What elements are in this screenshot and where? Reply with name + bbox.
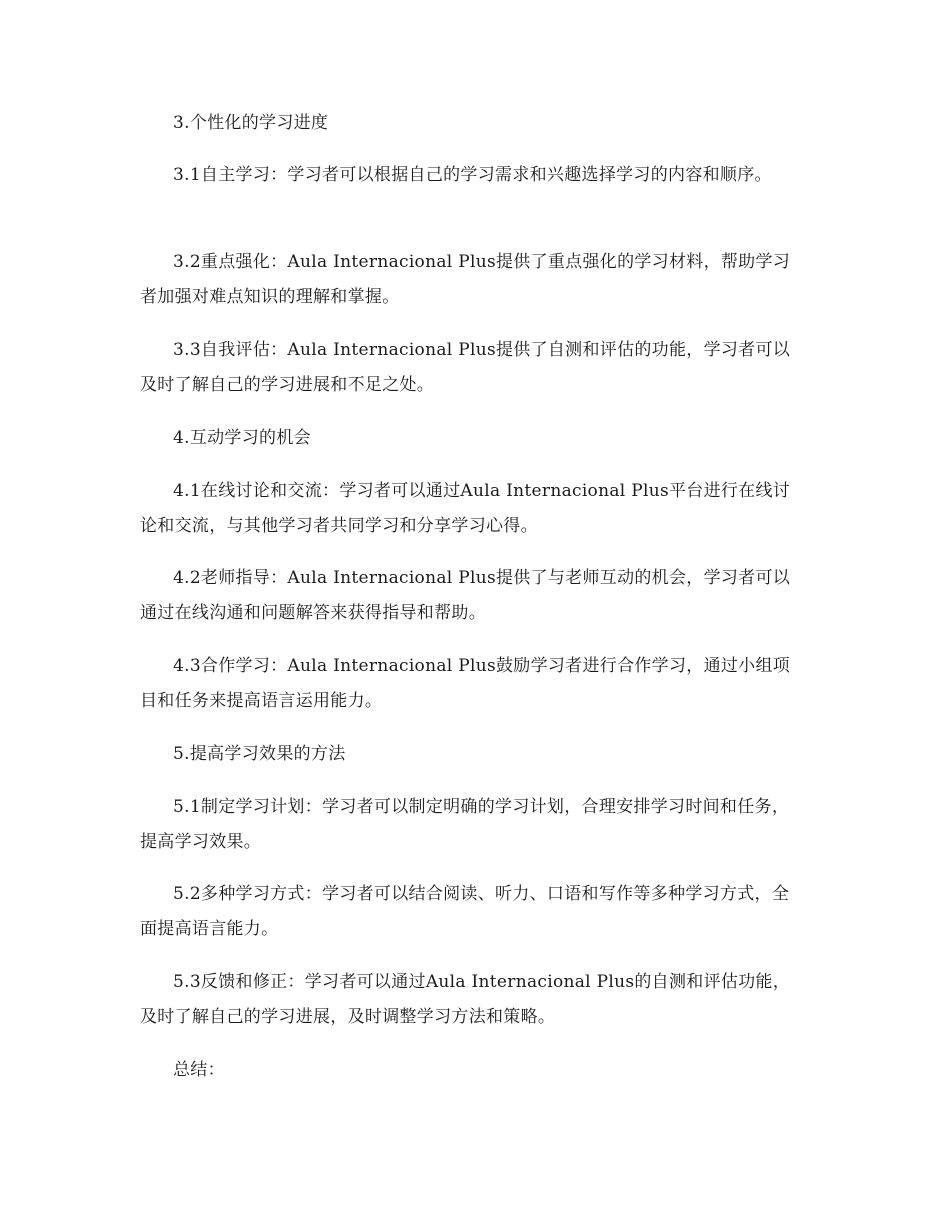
paragraph-4-3: 4.3合作学习：Aula Internacional Plus鼓励学习者进行合作学习，通过小组项目和任务来提高语言运用能力。	[140, 656, 791, 711]
summary-heading: 总结：	[173, 1060, 225, 1080]
section-heading-5: 5.提高学习效果的方法	[173, 744, 346, 764]
paragraph-4-1: 4.1在线讨论和交流：学习者可以通过Aula Internacional Plus平台进行在线讨论和交流，与其他学习者共同学习和分享学习心得。	[140, 481, 791, 536]
paragraph-5-1: 5.1制定学习计划：学习者可以制定明确的学习计划，合理安排学习时间和任务，提高学习效果。	[140, 797, 790, 852]
paragraph-5-3: 5.3反馈和修正：学习者可以通过Aula Internacional Plus的自测和评估功能，及时了解自己的学习进展，及时调整学习方法和策略。	[140, 972, 791, 1027]
paragraph-4-2: 4.2老师指导：Aula Internacional Plus提供了与老师互动的机会，学习者可以通过在线沟通和问题解答来获得指导和帮助。	[140, 568, 791, 623]
paragraph-3-1: 3.1自主学习：学习者可以根据自己的学习需求和兴趣选择学习的内容和顺序。	[173, 165, 772, 185]
section-heading-4: 4.互动学习的机会	[173, 428, 311, 448]
paragraph-3-2: 3.2重点强化：Aula Internacional Plus提供了重点强化的学习材料，帮助学习者加强对难点知识的理解和掌握。	[140, 252, 791, 307]
paragraph-5-2: 5.2多种学习方式：学习者可以结合阅读、听力、口语和写作等多种学习方式，全面提高语言能力。	[140, 884, 790, 939]
section-heading-3: 3.个性化的学习进度	[173, 113, 329, 133]
paragraph-3-3: 3.3自我评估：Aula Internacional Plus提供了自测和评估的功能，学习者可以及时了解自己的学习进展和不足之处。	[140, 340, 791, 395]
